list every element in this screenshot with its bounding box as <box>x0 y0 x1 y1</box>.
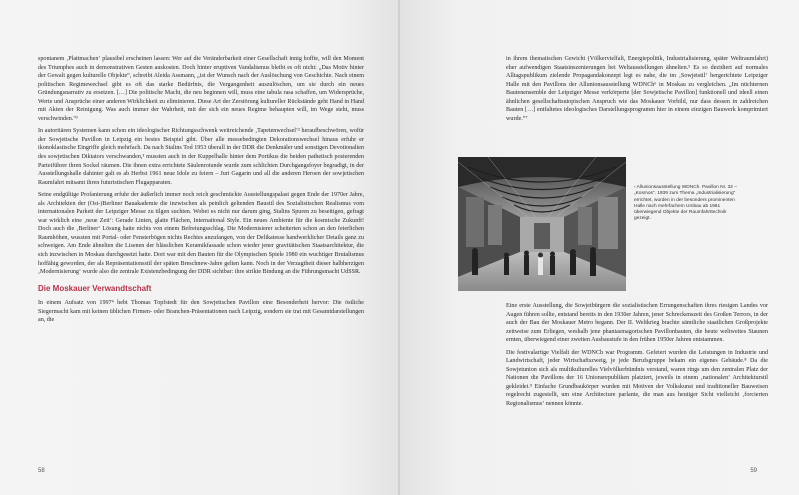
section-heading: Die Moskauer Verwandtschaft <box>38 283 152 293</box>
left-page <box>0 0 399 495</box>
page-number-right: 59 <box>750 468 757 474</box>
left-text-column <box>38 55 364 329</box>
paragraph-right-3: Die festivalartige Vielfalt der WDNCh war Programm. Gefeiert wurden die Leistungen in Industrie und Landwirtschaft, jeder Wirtschaftszweig, je jede Berufsgruppe bekam ein eigenes Gebäude.⁸ Da die Sowjetunion sich als multikulturelles Vielvölkerbündnis verstand, waren rings um den zentralen Platz der Nationen die Pavillons der 16 Unionsrepubliken platziert, jeweils in einem ‚nationalen‘ Architekturstil gekleidet.⁹ Einfache Grundbaukörper wurden mit Motiven der Volkskunst und traditioneller Bauweisen regelrecht zugestellt, um eine Architecture parlante, die man aus heutiger Sicht vielleicht ‚forcierten Regionalismus‘ nennen könnte. <box>506 349 768 408</box>
paragraph-1: spontanem ‚Plattmachen‘ plausibel erscheinen lassen: Wer auf die Veränderbarkeit einer Gesellschaft innig hoffte, will den Moment des Triumphes auch in demonstrativen Gesten auskosten. Doch hinter eruptiven Vandalismus bleibt es oft nicht: „Das Motiv hinter der Gewalt gegen kulturelle Objekte“, schreibt Aleida Assmann, „ist der Wunsch nach der Auslöschung von Geschichte. Nach einem politischen Regimewechsel gibt es oft das starke Bedürfnis, die Vergangenheit auszulöschen, um sie durch ein neues Gründungsnarrativ zu ersetzen. […] Die politische Macht, die neu beginnen will, muss eine tabula rasa schaffen, um Widersprüche, Werte und Ansprüche einer anderen Wirklichkeit zu eliminieren. Diese Art der Zerstörung kultureller Rückstände geht Hand in Hand mit Akten der Reinigung. Was auch immer der Wahrheit, mit der sich ein neues Regime behaupten will, im Wege steht, muss verschwinden.“¹ <box>38 56 364 122</box>
paragraph-3: Seine endgültige Profanierung erfuhr der äußerlich immer noch reich geschmückte Ausstellungspalast gegen Ende der 1970er Jahre, als Architekten der (Ost-)Berliner Bauakademie die inzwischen als peinlich geltenden Baustil des Sozialistischen Realismus vom internationalen Parkett der Leipziger Messe zu tilgen suchten. Wobei es nicht nur darum ging, Stalins Spuren zu beseitigen, gefragt war wirklich eine ‚neue Zeit‘: Gerade Linien, glatte Flächen, International Style. Ein neues Ambiente für die kosmische Zukunft! Doch auch die ‚Berliner‘ Lösung hatte nichts von einem Befreiungsschlag. Die Modernisierer scheiterten schon an den feierlichen Raumhöhen, wussten mit Portal- oder Fensterbögen nichts Rechtes anzufangen, von der Delikatesse handwerklicher Details ganz zu schweigen. Am Ende ähnelten die Lisenen der blässlichen Keramikfassade schon wieder jener gravitätischen Staatsarchitektur, die sich inzwischen in Moskau durchgesetzt hatte. Dort war mit den Bauten für die Olympischen Spiele 1980 ein wuchtiger Brutalismus hoffähig geworden, der als Repräsentationsstil der späten Breschnew-Jahre gelten kann. Noch in der Verzagtheit dieser halbherzigen ‚Modernisierung‘ wurde also die zentrale Existenzbedingung der DDR sichtbar: ihre strikte Bindung an die Führungsmacht UdSSR. <box>38 192 364 276</box>
right-page <box>400 0 799 495</box>
page-number-left: 58 <box>38 468 45 474</box>
photo-caption: ‹ Allunionsausstellung WDNCh. Pavillon Nr. 32 – „Kosmos“. 1939 zum Thema „Industrialisierung“ errichtet, wurden in der besonders prominenten Halle nach mehrfachem Umbau ab 1961 überwiegend Objekte der Raumfahrttechnik gezeigt. <box>634 185 737 222</box>
right-text-column-bottom <box>506 302 768 413</box>
paragraph-right-2: Eine erste Ausstellung, die Sowjetbürgern die sozialistischen Errungenschaften ihres riesigen Landes vor Augen führen sollte, entstand bereits in den 1930er Jahren, jener Schreckenszeit des Großen Terrors, in der auch der Bau der Moskauer Metro begann. Der II. Weltkrieg brachte sämtliche staatlichen Großprojekte zeitweise zum Erliegen, weshalb jene phantasmagorischen Pavillonbauten, die heute weltweites Staunen ernten, überwiegend einer zweiten Ausbaustufe in den frühen 1950er Jahren entstammen. <box>506 303 768 344</box>
exhibition-hall-photo <box>458 157 626 291</box>
paragraph-right-1: in ihrem thematischen Gewicht (Völkervielfalt, Energiepolitik, Industrialisierung, später Weltraumfahrt) eher aufwendigen Staatsinszenierungen bei Weltausstellungen ähnelten.⁵ Es so dezidiert auf normales Alltagspublikum zielende Propagandakonzept legt es nahe, die im ‚Sowjetstil‘ hergerichtete Leipziger Halle mit den Pavillons der Allunionsausstellung WDNCh⁶ in Moskau zu vergleichen. „Im nüchternen Bautenensemble der Leipziger Messe verkörperte [der Sowjetische Pavillon] funktionell und ideell einen ähnlichen gesellschaftsutopischen Anspruch wie das Moskauer Vorbild, nur dass dessen in zahlreichen Bauten […] entfaltetes ideologisches Darstellungsprogramm hier in einem einzigen Bauwerk komprimiert wurde.“⁷ <box>506 56 768 122</box>
right-text-column-top <box>506 55 768 127</box>
paragraph-4: In einem Aufsatz von 1997⁴ hebt Thomas Topfstedt für den Sowjetischen Pavillon eine Besonderheit hervor: Die östliche Siegermacht kam mit keinen üblichen Firmen- oder Branchen-Präsentationen nach Leipzig, sondern sie trat mit Gesamtdarstellungen an, die <box>38 300 364 324</box>
paragraph-2: In autoritären Systemen kann schon ein ideologischer Richtungsschwenk weitreichende ‚Tapetenwechsel‘² heraufbeschwören, wofür der Sowjetische Pavillon in Leipzig ein bestes Beispiel gibt. Über alle messebedingten Dekorationswechsel hinaus erfuhr er ikonoklastische Eingriffe gleich mehrfach. Da nach Stalins Tod 1953 überall in der DDR die Denkmäler und sonstigen Devotionalien des sowjetischen Diktators verschwanden,³ mussten auch in der Kuppelhalle hinter dem Portikus die beiden pathetisch posierenden Parteiführer ihren Sockel räumen. Die ihnen extra errichtete Säulenrotunde wurde zum schlichten Durchgangsfoyer begradigt, in der Ausstellungshalle dahinter galt es ab Herbst 1961 neue Idole zu feiern – Juri Gagarin und all die anderen Heroen der sowjetischen Raumfahrt mitsamt ihren futuristischen Flugapparaten. <box>38 128 364 186</box>
